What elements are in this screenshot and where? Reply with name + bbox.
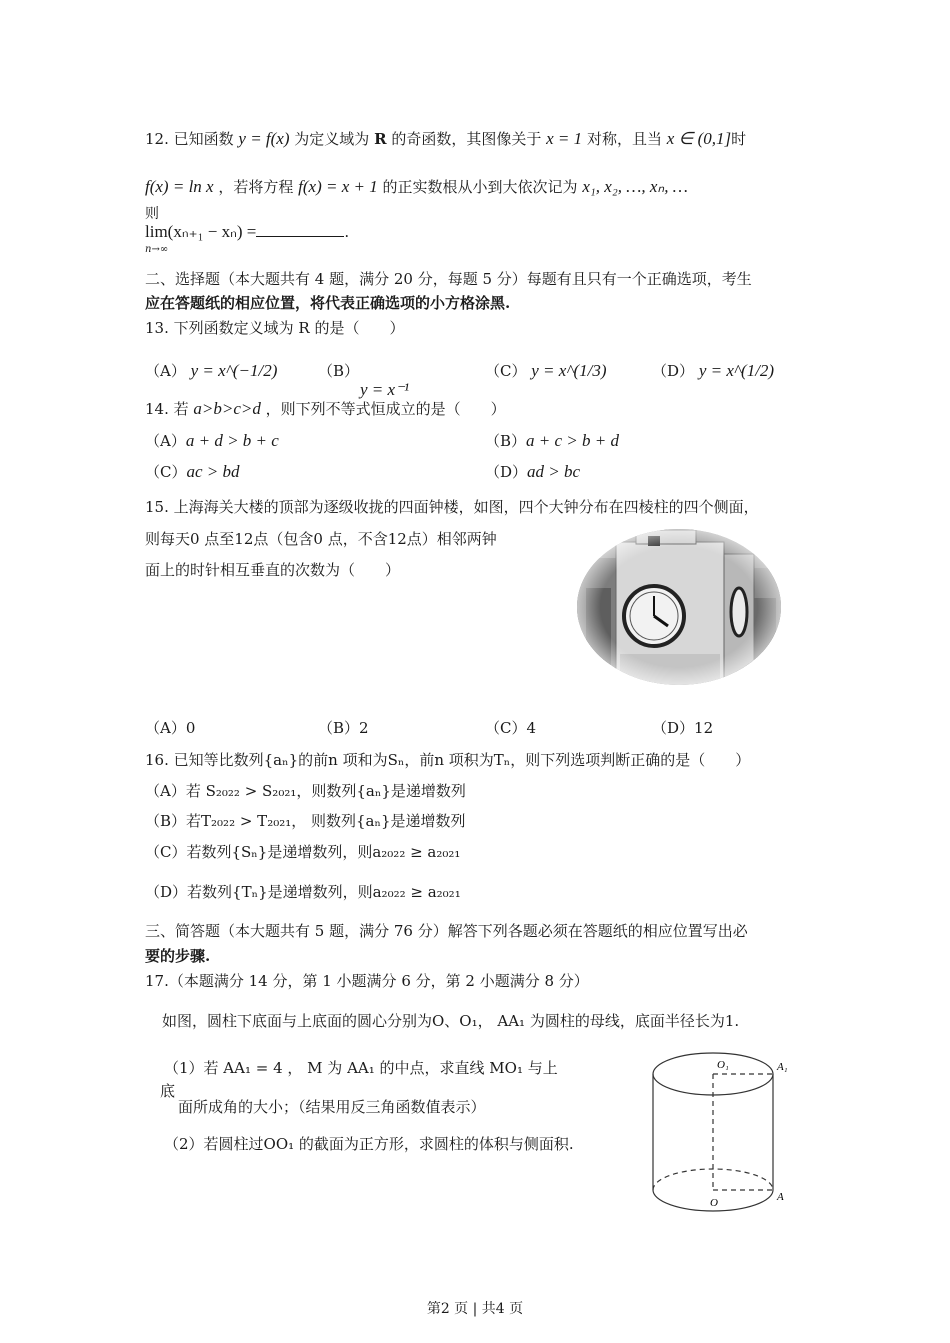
q13-option-b-label: （B）	[318, 362, 360, 380]
q12-then: 则	[145, 206, 159, 222]
q13-option-b: y = x⁻¹	[360, 380, 410, 399]
q17-part1-line1: （1）若 AA₁ = 4 ， M 为 AA₁ 的中点，求直线 MO₁ 与上	[164, 1059, 558, 1077]
page-footer: 第2 页 | 共4 页	[426, 1301, 524, 1317]
q12-line2: f(x) = ln x ，若将方程 f(x) = x + 1 的正实数根从小到大依次记为 x₁, x₂, …, xₙ, …	[145, 177, 688, 196]
label-A: A	[777, 1191, 784, 1203]
q16-option-b: （B）若T₂₀₂₂ > T₂₀₂₁， 则数列{aₙ}是递增数列	[145, 812, 466, 830]
q15-option-c: （C）4	[485, 719, 537, 737]
q15-option-d: （D）12	[652, 719, 714, 737]
section2-line2: 应在答题纸的相应位置，将代表正确选项的小方格涂黑.	[145, 294, 511, 312]
q16-stem: 16. 已知等比数列{aₙ}的前n 项和为Sₙ，前n 项积为Tₙ，则下列选项判断正确的是（ ）	[145, 751, 751, 769]
q14-option-c: （C）ac > bd	[145, 462, 240, 481]
q17-intro: 如图，圆柱下底面与上底面的圆心分别为O、O₁， AA₁ 为圆柱的母线，底面半径长为1.	[162, 1012, 740, 1030]
q15-line1: 15. 上海海关大楼的顶部为逐级收拢的四面钟楼，如图，四个大钟分布在四棱柱的四个侧面，	[145, 498, 759, 516]
q16-option-c: （C）若数列{Sₙ}是递增数列，则a₂₀₂₂ ≥ a₂₀₂₁	[145, 843, 461, 861]
q14-stem: 14. 若 a>b>c>d ，则下列不等式恒成立的是（ ）	[145, 399, 506, 418]
q12-limit-sub: n→∞	[145, 244, 169, 255]
q17-part2: （2）若圆柱过OO₁ 的截面为正方形，求圆柱的体积与侧面积.	[164, 1135, 574, 1153]
q13-stem: 13. 下列函数定义域为 R 的是（ ）	[145, 319, 405, 337]
q16-option-d: （D）若数列{Tₙ}是递增数列，则a₂₀₂₂ ≥ a₂₀₂₁	[145, 883, 461, 901]
q13-option-a: （A） y = x^(−1/2)	[145, 361, 278, 380]
q13-option-d: （D） y = x^(1/2)	[652, 361, 775, 380]
q17-part1-line1b: 底	[160, 1082, 176, 1100]
label-O: O	[710, 1197, 718, 1209]
q14-option-b: （B）a + c > b + d	[485, 431, 619, 450]
q17-part1-line2: 面所成角的大小；（结果用反三角函数值表示）	[178, 1098, 486, 1116]
q15-option-a: （A）0	[145, 719, 196, 737]
label-O1: O₁	[717, 1059, 729, 1071]
q16-option-a: （A）若 S₂₀₂₂ > S₂₀₂₁，则数列{aₙ}是递增数列	[145, 782, 466, 800]
q15-option-b: （B）2	[318, 719, 369, 737]
clock-tower-image	[576, 528, 782, 686]
q12-line3: lim(xₙ₊₁ − xₙ) = .	[145, 222, 350, 241]
q15-line2: 则每天0 点至12点（包含0 点，不含12点）相邻两钟	[145, 530, 497, 548]
q13-option-c: （C） y = x^(1/3)	[485, 361, 607, 380]
q14-option-d: （D）ad > bc	[485, 462, 581, 481]
cylinder-figure	[640, 1040, 800, 1224]
section2-line1: 二、选择题（本大题共有 4 题，满分 20 分，每题 5 分）每题有且只有一个正确选项，考生	[145, 270, 752, 288]
q12-line1: 12. 已知函数 y = f(x) 为定义域为 R 的奇函数，其图像关于 x = 1 对称，且当 x ∈ (0,1]时	[145, 129, 747, 148]
label-A1: A₁	[777, 1061, 788, 1073]
q15-line3: 面上的时针相互垂直的次数为（ ）	[145, 561, 401, 579]
answer-blank	[256, 222, 344, 237]
section3-line1: 三、简答题（本大题共有 5 题，满分 76 分）解答下列各题必须在答题纸的相应位置写出必	[145, 922, 748, 940]
q17-header: 17.（本题满分 14 分，第 1 小题满分 6 分，第 2 小题满分 8 分）	[145, 972, 589, 990]
section3-line2: 要的步骤.	[145, 947, 211, 965]
q14-option-a: （A）a + d > b + c	[145, 431, 279, 450]
